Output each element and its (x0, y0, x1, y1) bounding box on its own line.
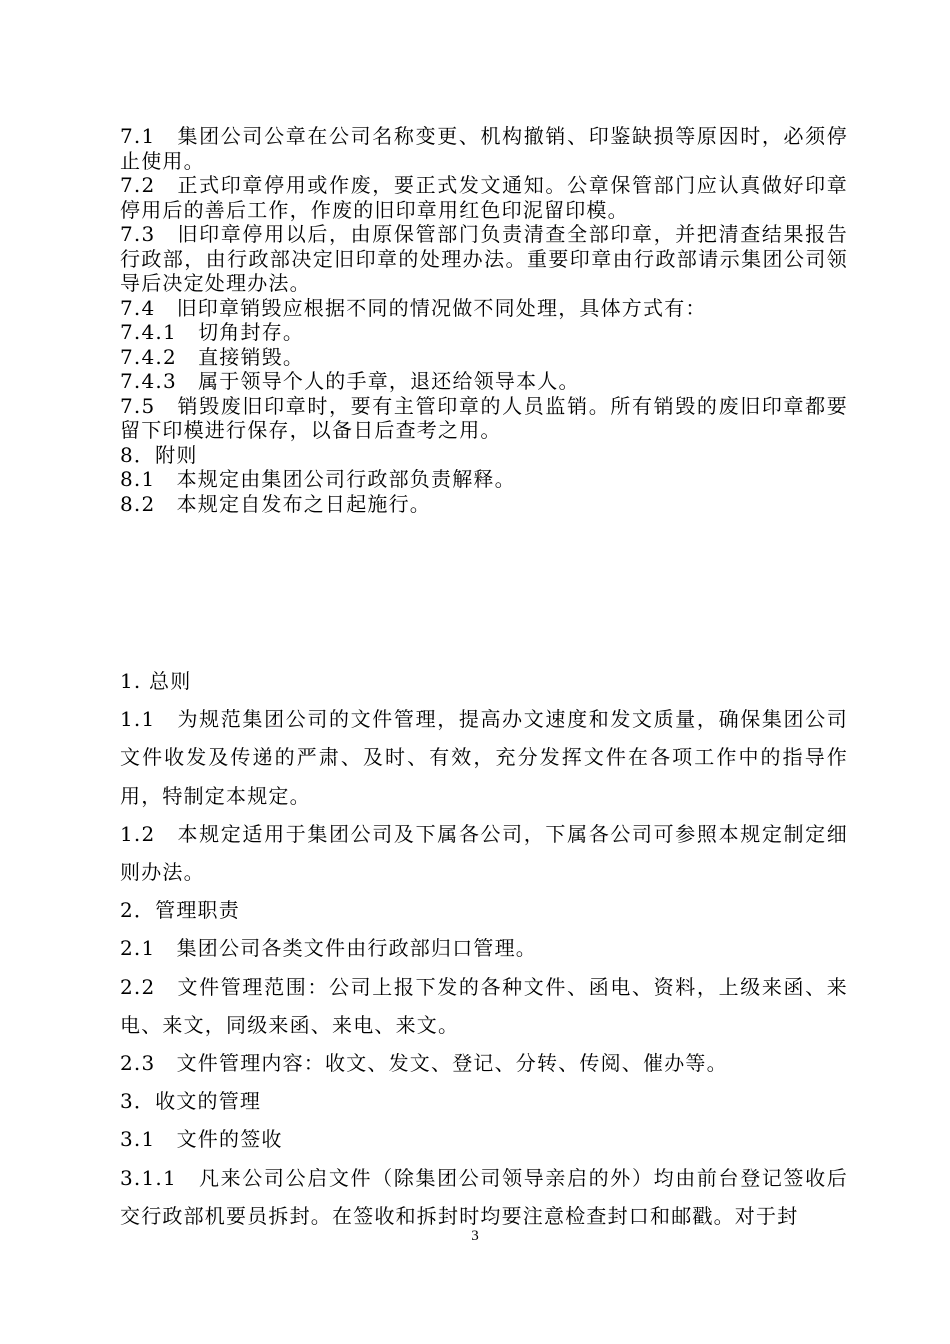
clause-8-2: 8.2 本规定自发布之日起施行。 (120, 491, 432, 516)
clause-1-1: 1.1 为规范集团公司的文件管理，提高办文速度和发文质量，确保集团公司文件收发及传递的严肃、及时、有效，充分发挥文件在各项工作中的指导作用，特制定本规定。 (120, 707, 848, 808)
seal-rules-continuation (120, 124, 848, 516)
heading-8: 8．附则 (120, 442, 198, 467)
clause-7-1: 7.1 集团公司公章在公司名称变更、机构撤销、印鉴缺损等原因时，必须停止使用。 (120, 124, 848, 173)
clause-7-2: 7.2 正式印章停用或作废，要正式发文通知。公章保管部门应认真做好印章停用后的善后工作，作废的旧印章用红色印泥留印模。 (120, 173, 848, 222)
clause-1-2: 1.2 本规定适用于集团公司及下属各公司，下属各公司可参照本规定制定细则办法。 (120, 821, 848, 885)
heading-2: 2．管理职责 (120, 898, 240, 923)
clause-7-4-3: 7.4.3 属于领导个人的手章，退还给领导本人。 (120, 369, 580, 393)
clause-2-3: 2.3 文件管理内容：收文、发文、登记、分转、传阅、催办等。 (120, 1051, 728, 1076)
clause-8-1: 8.1 本规定由集团公司行政部负责解释。 (120, 467, 516, 491)
clause-7-4: 7.4 旧印章销毁应根据不同的情况做不同处理，具体方式有： (120, 295, 707, 320)
clause-2-1: 2.1 集团公司各类文件由行政部归口管理。 (120, 936, 538, 961)
clause-3-1: 3.1 文件的签收 (120, 1127, 283, 1152)
clause-7-5: 7.5 销毁废旧印章时，要有主管印章的人员监销。所有销毁的废旧印章都要留下印模进行保存，以备日后查考之用。 (120, 393, 848, 442)
page-number: 3 (471, 1228, 479, 1244)
clause-2-2: 2.2 文件管理范围：公司上报下发的各种文件、函电、资料，上级来函、来电、来文，同级来函、来电、来文。 (120, 974, 848, 1037)
document-management-rules (120, 662, 848, 1235)
clause-7-4-2: 7.4.2 直接销毁。 (120, 344, 305, 369)
clause-3-1-1: 3.1.1 凡来公司公启文件（除集团公司领导亲启的外）均由前台登记签收后交行政部机要员拆封。在签收和拆封时均要注意检查封口和邮戳。对于封 (120, 1165, 848, 1228)
clause-7-3: 7.3 旧印章停用以后，由原保管部门负责清查全部印章，并把清查结果报告行政部，由行政部决定旧印章的处理办法。重要印章由行政部请示集团公司领导后决定处理办法。 (120, 222, 848, 295)
clause-7-4-1: 7.4.1 切角封存。 (120, 320, 305, 344)
heading-3: 3．收文的管理 (120, 1089, 262, 1114)
heading-1: 1. 总则 (120, 669, 192, 693)
